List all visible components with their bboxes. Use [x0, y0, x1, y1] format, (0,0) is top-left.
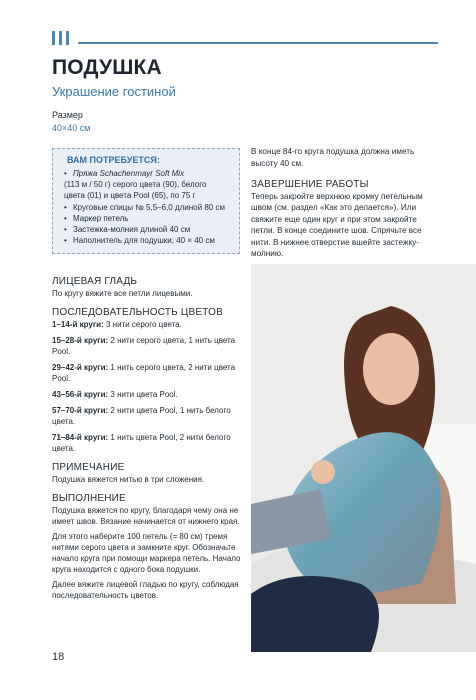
note-section	[52, 462, 247, 485]
stitch-section	[52, 276, 247, 299]
finish-paragraph: Теперь закройте верхнюю кромку петельным швом (см. раздел «Как это делается»). Или свяжите еще один круг и при этом закройте петли. В конце соедините шов. Спрячьте все нити. В нижнее отверстие вшейте застежку-молнию.	[251, 191, 423, 258]
note-text: Подушка вяжется нитью в три сложения.	[52, 475, 205, 484]
materials-item: • Наполнитель для подушки, 40 × 40 см	[61, 235, 231, 246]
materials-item: • Застежка-молния длиной 40 см	[61, 224, 231, 235]
decor-bar	[52, 31, 55, 45]
header-decoration	[52, 30, 438, 46]
page-title: ПОДУШКА	[52, 56, 162, 79]
materials-item: • Маркер петель	[61, 213, 231, 224]
process-paragraph: Для этого наберите 100 петель (= 80 см) тремя нитями серого цвета и замкните круг. Обозначьте начало круга при помощи маркера петель. Начало круга находится с одного бока подушки.	[52, 532, 241, 574]
decor-bar	[59, 31, 62, 45]
face	[363, 333, 419, 405]
decor-bar	[66, 31, 69, 45]
sequence-row: 29–42-й круги: 1 нить серого цвета, 2 нити цвета Pool.	[52, 363, 236, 383]
note-heading: ПРИМЕЧАНИЕ	[52, 462, 125, 473]
instructions-column	[52, 276, 247, 609]
process-paragraph: Подушка вяжется по кругу, благодаря чему она не имеет швов. Вязание начинается от нижнего края.	[52, 506, 240, 526]
stitch-text: По кругу вяжите все петли лицевыми.	[52, 289, 193, 298]
sequence-row: 15–28-й круги: 2 нити серого цвета, 1 нить цвета Pool.	[52, 336, 236, 356]
size-value: 40×40 см	[52, 123, 91, 133]
sequence-row: 43–56-й круги: 3 нити цвета Pool.	[52, 390, 178, 399]
sequence-section	[52, 307, 247, 454]
process-section	[52, 493, 247, 601]
intro-paragraph: В конце 84-го круга подушка должна иметь высоту 40 см.	[251, 147, 415, 168]
header-rule	[78, 42, 438, 44]
materials-box	[52, 148, 240, 254]
process-paragraph: Далее вяжите лицевой гладью по кругу, соблюдая последовательность цветов.	[52, 580, 239, 600]
materials-item: • Пряжа Schachenmayr Soft Mix	[61, 168, 231, 179]
right-column-text	[251, 146, 441, 260]
jeans	[251, 576, 379, 652]
page-subtitle: Украшение гостиной	[52, 84, 176, 99]
materials-item: • Круговые спицы № 5,5–6,0 длиной 80 см	[61, 202, 231, 213]
stitch-heading: ЛИЦЕВАЯ ГЛАДЬ	[52, 276, 138, 287]
materials-item-continued: (113 м / 50 г) серого цвета (90), белого	[64, 180, 207, 190]
materials-item-continued: цвета (01) и цвета Pool (65), по 75 г	[64, 191, 196, 201]
page-number: 18	[52, 651, 65, 663]
sequence-row: 1–14-й круги: 3 нити серого цвета.	[52, 320, 182, 329]
materials-list	[61, 168, 231, 246]
photo-illustration	[251, 264, 476, 652]
pillow-photo	[251, 264, 476, 652]
sequence-row: 57–70-й круги: 2 нити цвета Pool, 1 нить белого цвета.	[52, 406, 231, 426]
sequence-heading: ПОСЛЕДОВАТЕЛЬНОСТЬ ЦВЕТОВ	[52, 307, 223, 318]
size-label: Размер	[52, 110, 83, 120]
hand	[311, 460, 335, 484]
sequence-row: 71–84-й круги: 1 нить цвета Pool, 2 нити белого цвета.	[52, 433, 231, 453]
finish-heading: ЗАВЕРШЕНИЕ РАБОТЫ	[251, 179, 369, 190]
materials-title: ВАМ ПОТРЕБУЕТСЯ:	[67, 155, 160, 165]
process-heading: ВЫПОЛНЕНИЕ	[52, 493, 126, 504]
